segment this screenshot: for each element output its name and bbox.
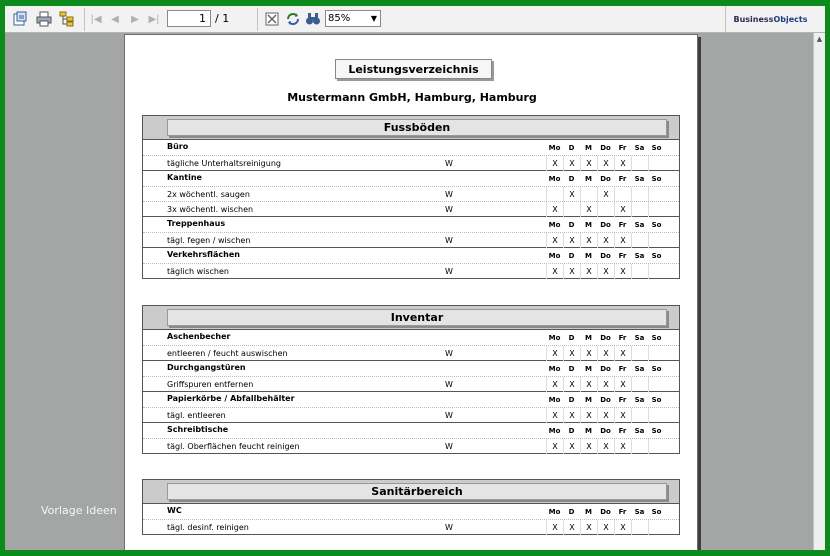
day-mark: X: [546, 346, 563, 361]
task-frequency: W: [445, 190, 453, 199]
day-header: Sa: [634, 143, 645, 152]
day-header: So: [651, 220, 662, 229]
day-marks: [546, 408, 665, 423]
task-group: [143, 504, 679, 534]
day-mark: X: [563, 233, 580, 248]
task-frequency: W: [445, 442, 453, 451]
day-header: M: [585, 395, 592, 404]
refresh-icon[interactable]: [284, 10, 302, 28]
day-mark: X: [597, 408, 614, 423]
day-header: Do: [600, 220, 611, 229]
scroll-up-icon[interactable]: ▲: [816, 35, 823, 43]
day-header: Mo: [548, 251, 561, 260]
table-row: [143, 519, 679, 534]
report-section: [142, 305, 680, 454]
day-mark: [648, 202, 665, 217]
day-header: Mo: [548, 143, 561, 152]
report-section: [142, 115, 680, 279]
section-header: [143, 480, 679, 504]
group-tree-icon[interactable]: [58, 10, 76, 28]
day-mark: X: [580, 346, 597, 361]
day-header: D: [568, 507, 575, 516]
group-header: [143, 423, 679, 438]
day-header: Sa: [634, 426, 645, 435]
group-header: [143, 330, 679, 345]
day-header: Do: [600, 426, 611, 435]
day-mark: [648, 377, 665, 392]
day-mark: X: [580, 520, 597, 535]
day-mark: X: [614, 233, 631, 248]
group-header: [143, 504, 679, 519]
task-group: [143, 217, 679, 248]
day-headers: [546, 171, 665, 186]
group-header: [143, 392, 679, 407]
task-frequency: W: [445, 159, 453, 168]
vertical-scrollbar[interactable]: [813, 33, 825, 550]
day-mark: [563, 202, 580, 217]
day-marks: [546, 233, 665, 248]
day-marks: [546, 187, 665, 202]
day-mark: X: [614, 439, 631, 454]
day-header: So: [651, 426, 662, 435]
table-row: [143, 376, 679, 391]
close-current-view-icon[interactable]: [263, 10, 281, 28]
group-name: Verkehrsflächen: [167, 250, 240, 259]
day-header: D: [568, 143, 575, 152]
day-header: M: [585, 174, 592, 183]
day-header: Sa: [634, 395, 645, 404]
day-mark: [631, 520, 648, 535]
day-header: So: [651, 507, 662, 516]
day-mark: X: [563, 520, 580, 535]
day-mark: [631, 202, 648, 217]
day-header: Do: [600, 395, 611, 404]
day-header: D: [568, 251, 575, 260]
day-marks: [546, 156, 665, 171]
day-headers: [546, 361, 665, 376]
export-icon[interactable]: [11, 10, 29, 28]
day-mark: X: [563, 264, 580, 279]
day-mark: [614, 187, 631, 202]
day-mark: [631, 377, 648, 392]
group-name: Treppenhaus: [167, 219, 226, 228]
day-header: M: [585, 426, 592, 435]
last-page-icon[interactable]: ▶|: [148, 13, 160, 25]
task-frequency: W: [445, 349, 453, 358]
task-description: tägl. desinf. reinigen: [167, 523, 249, 532]
day-mark: [648, 408, 665, 423]
toolbar-separator: [257, 8, 258, 31]
report-title: Leistungsverzeichnis: [335, 59, 492, 79]
day-header: So: [651, 251, 662, 260]
day-headers: [546, 504, 665, 519]
day-header: Do: [600, 507, 611, 516]
day-header: Do: [600, 333, 611, 342]
task-description: tägl. Oberflächen feucht reinigen: [167, 442, 300, 451]
group-name: Büro: [167, 142, 189, 151]
next-page-icon[interactable]: ▶: [131, 13, 139, 25]
day-header: D: [568, 364, 575, 373]
day-mark: X: [597, 233, 614, 248]
day-mark: X: [563, 377, 580, 392]
day-header: Do: [600, 251, 611, 260]
task-description: 2x wöchentl. saugen: [167, 190, 250, 199]
day-marks: [546, 377, 665, 392]
day-header: Fr: [618, 395, 627, 404]
table-row: [143, 263, 679, 278]
report-section: [142, 479, 680, 535]
day-mark: X: [563, 408, 580, 423]
day-mark: X: [597, 439, 614, 454]
day-mark: X: [580, 408, 597, 423]
day-mark: X: [597, 520, 614, 535]
day-header: M: [585, 507, 592, 516]
day-mark: X: [546, 439, 563, 454]
day-headers: [546, 217, 665, 232]
day-mark: X: [563, 187, 580, 202]
day-marks: [546, 520, 665, 535]
day-header: So: [651, 143, 662, 152]
day-header: M: [585, 364, 592, 373]
day-mark: X: [614, 408, 631, 423]
section-title: Fussböden: [167, 119, 667, 136]
day-marks: [546, 439, 665, 454]
task-group: [143, 361, 679, 392]
day-header: D: [568, 395, 575, 404]
day-mark: X: [597, 156, 614, 171]
section-header: [143, 306, 679, 330]
day-header: Mo: [548, 364, 561, 373]
day-mark: X: [563, 439, 580, 454]
table-row: [143, 438, 679, 453]
task-group: [143, 140, 679, 171]
day-mark: X: [546, 156, 563, 171]
day-mark: [631, 264, 648, 279]
business-objects-logo: [725, 6, 815, 32]
day-header: Do: [600, 174, 611, 183]
day-mark: X: [614, 377, 631, 392]
day-mark: X: [614, 202, 631, 217]
day-mark: X: [614, 520, 631, 535]
table-row: [143, 345, 679, 360]
group-name: Papierkörbe / Abfallbehälter: [167, 394, 295, 403]
day-mark: [631, 346, 648, 361]
day-header: Fr: [618, 333, 627, 342]
day-header: Fr: [618, 143, 627, 152]
group-header: [143, 217, 679, 232]
day-mark: X: [580, 439, 597, 454]
day-mark: [648, 520, 665, 535]
day-header: Fr: [618, 174, 627, 183]
day-header: Do: [600, 364, 611, 373]
first-page-icon[interactable]: |◀: [90, 13, 102, 25]
chevron-down-icon[interactable]: ▼: [370, 14, 378, 23]
day-mark: X: [563, 346, 580, 361]
day-headers: [546, 423, 665, 438]
search-binoculars-icon[interactable]: [304, 10, 322, 28]
day-mark: [631, 408, 648, 423]
day-header: Fr: [618, 426, 627, 435]
day-header: So: [651, 395, 662, 404]
day-header: Fr: [618, 220, 627, 229]
day-headers: [546, 330, 665, 345]
day-header: D: [568, 426, 575, 435]
day-header: Fr: [618, 364, 627, 373]
day-header: Sa: [634, 507, 645, 516]
day-header: Mo: [548, 395, 561, 404]
group-name: Aschenbecher: [167, 332, 231, 341]
day-header: Mo: [548, 174, 561, 183]
brand-name: Business: [733, 14, 774, 24]
group-name: Schreibtische: [167, 425, 229, 434]
day-mark: X: [597, 264, 614, 279]
task-description: entleeren / feucht auswischen: [167, 349, 288, 358]
day-header: Sa: [634, 333, 645, 342]
day-marks: [546, 346, 665, 361]
task-frequency: W: [445, 523, 453, 532]
day-mark: [648, 233, 665, 248]
zoom-value: 85%: [328, 13, 351, 24]
day-mark: X: [580, 377, 597, 392]
group-header: [143, 248, 679, 263]
day-header: So: [651, 174, 662, 183]
task-frequency: W: [445, 411, 453, 420]
table-row: [143, 201, 679, 216]
day-mark: X: [597, 377, 614, 392]
day-header: Mo: [548, 220, 561, 229]
day-marks: [546, 202, 665, 217]
day-header: Sa: [634, 251, 645, 260]
day-mark: X: [614, 264, 631, 279]
report-viewer-window: [5, 6, 825, 550]
day-headers: [546, 392, 665, 407]
day-mark: [648, 187, 665, 202]
task-frequency: W: [445, 205, 453, 214]
task-description: tägliche Unterhaltsreinigung: [167, 159, 281, 168]
task-frequency: W: [445, 380, 453, 389]
group-name: WC: [167, 506, 182, 515]
day-mark: [648, 346, 665, 361]
toolbar-separator: [84, 8, 85, 31]
day-mark: [580, 187, 597, 202]
task-description: Griffspuren entfernen: [167, 380, 254, 389]
watermark: Vorlage Ideen: [41, 504, 117, 517]
group-header: [143, 140, 679, 155]
day-header: So: [651, 364, 662, 373]
page-total: / 1: [215, 12, 230, 25]
day-header: D: [568, 174, 575, 183]
day-mark: [631, 233, 648, 248]
day-header: M: [585, 251, 592, 260]
day-header: D: [568, 333, 575, 342]
day-mark: X: [546, 202, 563, 217]
task-description: 3x wöchentl. wischen: [167, 205, 254, 214]
table-row: [143, 407, 679, 422]
section-title: Inventar: [167, 309, 667, 326]
day-header: Mo: [548, 507, 561, 516]
report-page: [124, 34, 698, 550]
zoom-select[interactable]: [325, 10, 381, 27]
day-mark: [597, 202, 614, 217]
task-description: tägl. entleeren: [167, 411, 226, 420]
brand-bold: Objects: [773, 14, 808, 24]
task-description: tägl. fegen / wischen: [167, 236, 251, 245]
day-headers: [546, 248, 665, 263]
task-group: [143, 423, 679, 453]
day-header: M: [585, 333, 592, 342]
day-header: Sa: [634, 174, 645, 183]
task-description: täglich wischen: [167, 267, 229, 276]
day-mark: X: [614, 156, 631, 171]
page-number-input[interactable]: 1: [167, 10, 211, 27]
day-mark: [631, 156, 648, 171]
task-group: [143, 171, 679, 217]
day-mark: X: [546, 520, 563, 535]
toolbar: [5, 6, 825, 33]
day-header: M: [585, 220, 592, 229]
day-mark: X: [546, 264, 563, 279]
day-mark: X: [546, 233, 563, 248]
task-group: [143, 330, 679, 361]
day-marks: [546, 264, 665, 279]
day-header: M: [585, 143, 592, 152]
day-mark: X: [546, 377, 563, 392]
section-header: [143, 116, 679, 140]
table-row: [143, 186, 679, 201]
day-header: Do: [600, 143, 611, 152]
table-row: [143, 155, 679, 170]
day-mark: [631, 187, 648, 202]
day-mark: X: [563, 156, 580, 171]
task-frequency: W: [445, 267, 453, 276]
group-header: [143, 171, 679, 186]
day-header: Sa: [634, 364, 645, 373]
group-name: Durchgangstüren: [167, 363, 246, 372]
day-mark: [648, 439, 665, 454]
day-mark: X: [546, 408, 563, 423]
day-mark: X: [580, 156, 597, 171]
day-mark: X: [614, 346, 631, 361]
day-mark: X: [597, 346, 614, 361]
task-group: [143, 392, 679, 423]
group-name: Kantine: [167, 173, 202, 182]
print-icon[interactable]: [35, 10, 53, 28]
day-mark: [546, 187, 563, 202]
day-mark: X: [580, 233, 597, 248]
table-row: [143, 232, 679, 247]
day-header: Mo: [548, 426, 561, 435]
day-header: Sa: [634, 220, 645, 229]
task-frequency: W: [445, 236, 453, 245]
section-title: Sanitärbereich: [167, 483, 667, 500]
day-header: D: [568, 220, 575, 229]
day-mark: X: [580, 264, 597, 279]
day-header: Fr: [618, 507, 627, 516]
day-mark: [648, 264, 665, 279]
group-header: [143, 361, 679, 376]
previous-page-icon[interactable]: ◀: [111, 13, 119, 25]
day-header: Mo: [548, 333, 561, 342]
day-headers: [546, 140, 665, 155]
task-group: [143, 248, 679, 278]
day-mark: [631, 439, 648, 454]
day-header: Fr: [618, 251, 627, 260]
day-mark: X: [597, 187, 614, 202]
company-name: Mustermann GmbH, Hamburg, Hamburg: [287, 91, 537, 104]
day-mark: [648, 156, 665, 171]
day-mark: X: [580, 202, 597, 217]
day-header: So: [651, 333, 662, 342]
